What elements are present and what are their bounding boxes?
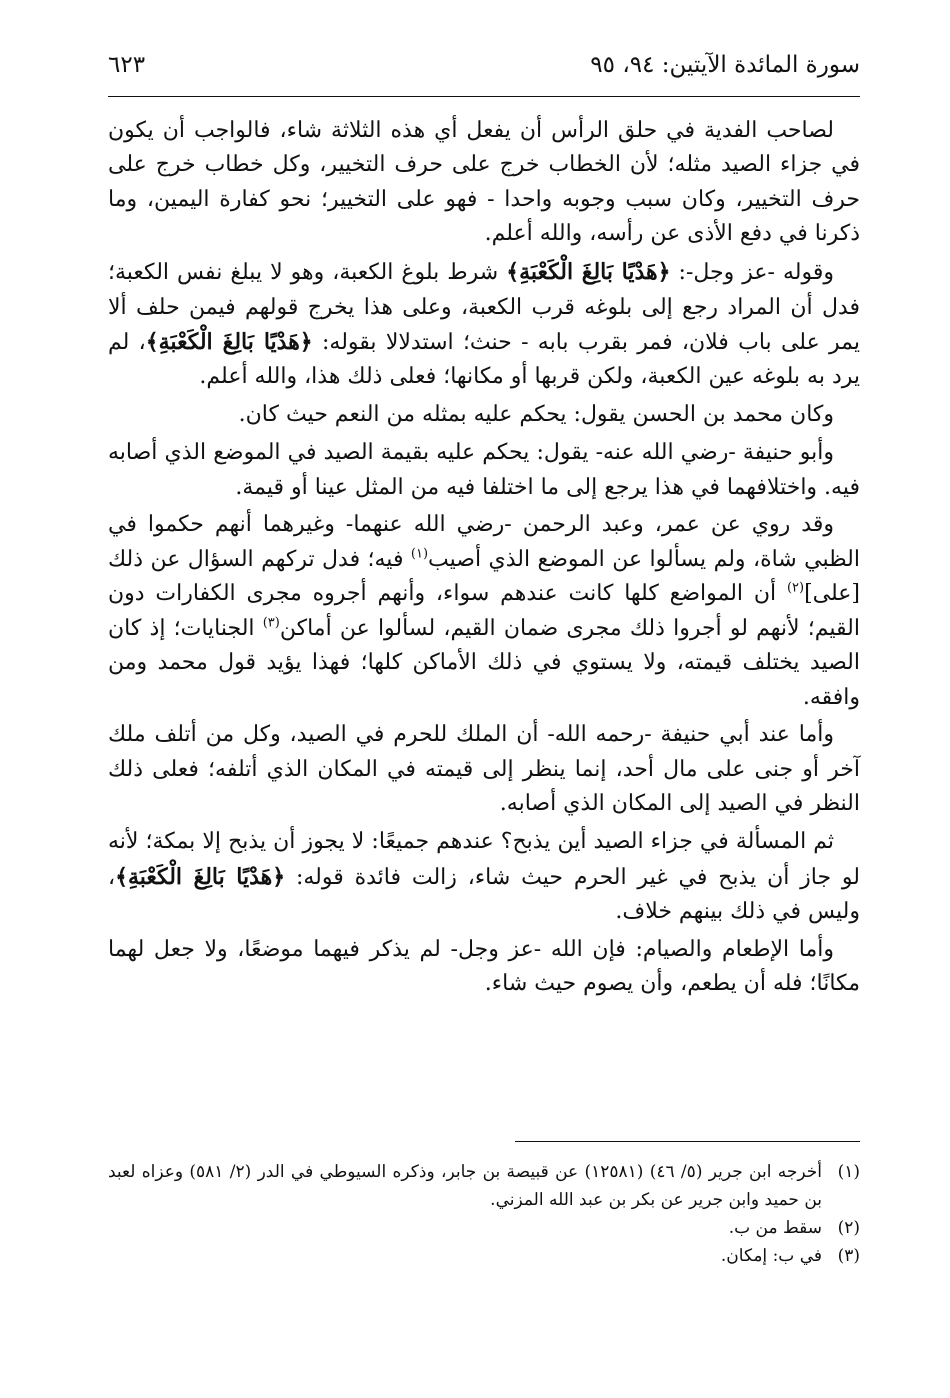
footnote-item [108,1242,860,1270]
paragraph [108,508,860,714]
quran-verse: ﴿هَدْيًا بَالِغَ الْكَعْبَةِ﴾ [115,863,286,890]
paragraph [108,255,860,395]
footnotes [108,1158,860,1270]
paragraph-text: وكان محمد بن الحسن يقول: يحكم عليه بمثله من النعم حيث كان. [238,402,834,428]
footnote-number: (١) [837,1162,860,1182]
paragraph [108,933,860,1002]
book-page [108,36,860,1366]
paragraph-text: ، وليس في ذلك بينهم خلاف. [108,864,860,924]
paragraph-text: شرط بلوغ الكعبة، وهو لا يبلغ نفس الكعبة؛ فدل أن المراد رجع إلى بلوغه قرب الكعبة، وعلى هذا يخرج قولهم فيمن حلف ألا يمر على باب فلان، فمر بقرب بابه - حنث؛ استدلالا بقوله: [108,260,860,355]
footnote-text: في ب: إمكان. [720,1246,822,1266]
paragraph [108,825,860,929]
paragraph-text: وقد روي عن عمر، وعبد الرحمن -رضي الله عنهما- وغيرهما أنهم حكموا في الظبي شاة، ولم يسألوا عن الموضع الذي أصيب [108,512,860,572]
paragraph [108,114,860,252]
footnote-number: (٢) [837,1218,860,1238]
page-header [108,36,860,88]
page-number: ٦٢٣ [108,52,146,78]
paragraph-text: الجنايات؛ إذ كان الصيد يختلف قيمته، ولا يستوي في ذلك الأماكن كلها؛ فهذا يؤيد قول محمد ومن وافقه. [108,615,860,710]
footnote-number: (٣) [837,1246,860,1266]
footnote-item [108,1158,860,1214]
footnote-text: سقط من ب. [728,1218,822,1238]
paragraph-text: وأما الإطعام والصيام: فإن الله -عز وجل- لم يذكر فيهما موضعًا، ولا جعل لهما مكانًا؛ فله أن يطعم، وأن يصوم حيث شاء. [108,936,860,997]
quran-verse: ﴿هَدْيًا بَالِغَ الْكَعْبَةِ﴾ [506,259,671,286]
footnote-ref[interactable]: (٢) [786,580,805,596]
footnote-ref[interactable]: (١) [410,546,429,562]
paragraph-text: فيه؛ فدل تركهم السؤال عن ذلك [على] [108,546,860,607]
paragraph-text: وأما عند أبي حنيفة -رحمه الله- أن الملك للحرم في الصيد، وكل من أتلف ملك آخر أو جنى على مال أحد، إنما ينظر إلى قيمته في المكان الذي أتلفه؛ فعلى ذلك النظر في الصيد إلى المكان الذي أصابه. [108,722,860,817]
paragraph-text: وأبو حنيفة -رضي الله عنه- يقول: يحكم عليه بقيمة الصيد في الموضع الذي أصابه فيه. واختلافهما في هذا يرجع إلى ما اختلفا فيه من المثل عينا أو قيمة. [108,440,860,500]
paragraph-text: أن المواضع كلها كانت عندهم سواء، وأنهم أجروه مجرى الكفارات دون القيم؛ لأنهم لو أجروا ذلك مجرى ضمان القيم، لسألوا عن أماكن [108,581,860,641]
footnote-ref[interactable]: (٣) [262,615,280,631]
paragraph [108,718,860,821]
paragraph-text: ، لم يرد به بلوغه عين الكعبة، ولكن قربها أو مكانها؛ فعلى ذلك هذا، والله أعلم. [108,329,860,390]
main-text [108,114,860,1005]
paragraph-text: وقوله -عز وجل-: [670,260,834,286]
paragraph [108,436,860,505]
paragraph [108,398,860,432]
footnote-rule [515,1141,860,1142]
footnote-text: أخرجه ابن جرير (٥/ ٤٦) (١٢٥٨١) عن قبيصة بن جابر، وذكره السيوطي في الدر (٢/ ٥٨١) وعزاه لعبد بن حميد وابن جرير عن بكر بن عبد الله المزني. [108,1162,822,1210]
footnote-item [108,1214,860,1242]
header-rule [108,96,860,97]
paragraph-text: ثم المسألة في جزاء الصيد أين يذبح؟ عندهم جميعًا: لا يجوز أن يذبح إلا بمكة؛ لأنه لو جاز أن يذبح في غير الحرم حيث شاء، زالت فائدة قوله: [108,829,860,890]
paragraph-text: لصاحب الفدية في حلق الرأس أن يفعل أي هذه الثلاثة شاء، فالواجب أن يكون في جزاء الصيد مثله؛ لأن الخطاب خرج على حرف التخيير، وكل خطاب خرج على حرف التخيير، وكان سبب وجوبه واحدا - فهو على التخيير؛ نحو كفارة اليمين، وما ذكرنا في دفع الأذى عن رأسه، والله أعلم. [108,118,860,247]
quran-verse: ﴿هَدْيًا بَالِغَ الْكَعْبَةِ﴾ [145,328,313,355]
running-title: سورة المائدة الآيتين: ٩٤، ٩٥ [590,52,860,78]
